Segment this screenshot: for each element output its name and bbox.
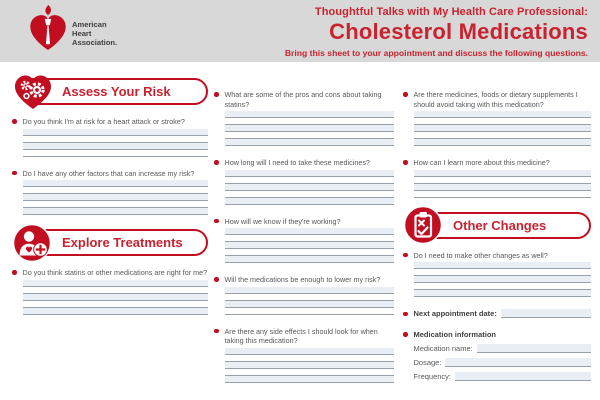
bullet-icon xyxy=(403,160,408,165)
bullet-icon xyxy=(12,171,17,176)
medication-info-header xyxy=(403,330,591,339)
ruled-line xyxy=(414,111,592,118)
medication-name-line xyxy=(477,344,591,353)
question-block xyxy=(214,90,394,109)
frequency-field xyxy=(414,372,592,381)
ruled-line xyxy=(225,235,395,242)
ruled-line xyxy=(23,301,209,308)
heart-gears-icon xyxy=(12,72,52,112)
ruled-line xyxy=(414,269,592,276)
answer-lines xyxy=(225,111,395,146)
answer-lines xyxy=(414,262,592,297)
ruled-line xyxy=(225,256,395,263)
bullet-icon xyxy=(214,329,219,334)
question-block xyxy=(403,251,591,261)
ruled-line xyxy=(225,184,395,191)
column-middle xyxy=(214,78,394,383)
ruled-line xyxy=(23,294,209,301)
ruled-line xyxy=(225,170,395,177)
question-block xyxy=(12,117,208,127)
answer-lines xyxy=(225,348,395,383)
bullet-icon xyxy=(214,92,219,97)
bullet-icon xyxy=(403,332,408,337)
person-plus-icon xyxy=(12,223,52,263)
question-text: How long will I need to take these medicines? xyxy=(224,158,370,167)
ruled-line xyxy=(23,136,209,143)
ruled-line xyxy=(225,177,395,184)
ruled-line xyxy=(414,276,592,283)
answer-lines xyxy=(225,170,395,205)
answer-lines xyxy=(414,111,592,146)
ruled-line xyxy=(225,118,395,125)
ruled-line xyxy=(23,308,209,315)
answer-lines xyxy=(23,129,209,157)
question-text: Will the medications be enough to lower my risk? xyxy=(224,275,381,284)
section-title: Assess Your Risk xyxy=(62,84,171,99)
ruled-line xyxy=(23,129,209,136)
frequency-line xyxy=(455,372,591,381)
ruled-line xyxy=(225,249,395,256)
kicker: Thoughtful Talks with My Health Care Professional: xyxy=(314,6,588,18)
medication-info-label: Medication information xyxy=(413,330,496,339)
question-block xyxy=(12,268,208,278)
ruled-line xyxy=(23,201,209,208)
ruled-line xyxy=(414,177,592,184)
question-block xyxy=(214,275,394,285)
section-header-explore-treatments xyxy=(20,229,208,256)
clipboard-check-icon xyxy=(403,205,443,245)
ruled-line xyxy=(225,355,395,362)
ruled-line xyxy=(414,132,592,139)
section-header-other-changes xyxy=(411,212,591,239)
ruled-line xyxy=(225,242,395,249)
ruled-line xyxy=(225,191,395,198)
next-appointment-line xyxy=(501,309,591,318)
ruled-line xyxy=(414,191,592,198)
column-right xyxy=(403,78,591,381)
ruled-line xyxy=(23,187,209,194)
page-subtitle: Bring this sheet to your appointment and discuss the following questions. xyxy=(284,48,588,58)
bullet-icon xyxy=(403,312,408,317)
question-text: How will we know if they're working? xyxy=(224,216,341,226)
question-text: Do I have any other factors that can increase my risk? xyxy=(22,168,195,178)
section-title: Explore Treatments xyxy=(62,235,183,250)
ruled-line xyxy=(414,125,592,132)
page-title: Cholesterol Medications xyxy=(329,19,588,44)
ruled-line xyxy=(225,139,395,146)
bullet-icon xyxy=(12,270,17,275)
header-titles xyxy=(168,6,588,58)
ruled-line xyxy=(414,139,592,146)
next-appointment-field xyxy=(403,309,591,318)
ruled-line xyxy=(23,143,209,150)
ruled-line xyxy=(414,262,592,269)
ruled-line xyxy=(23,287,209,294)
ruled-line xyxy=(225,228,395,235)
dosage-line xyxy=(445,358,591,367)
bullet-icon xyxy=(214,160,219,165)
ruled-line xyxy=(23,180,209,187)
ruled-line xyxy=(414,170,592,177)
ruled-line xyxy=(225,111,395,118)
ruled-line xyxy=(414,283,592,290)
dosage-label: Dosage: xyxy=(413,358,442,367)
section-header-assess-your-risk xyxy=(20,78,208,105)
aha-logo-text: American Heart Association. xyxy=(72,20,118,47)
ruled-line xyxy=(23,280,209,287)
question-block xyxy=(12,169,208,179)
question-block xyxy=(214,217,394,227)
ruled-line xyxy=(23,194,209,201)
answer-lines xyxy=(225,228,395,263)
ruled-line xyxy=(225,308,395,315)
medication-name-field xyxy=(414,344,592,353)
ruled-line xyxy=(225,348,395,355)
question-text: Are there any side effects I should look for when taking this medication? xyxy=(224,326,378,345)
medication-name-label: Medication name: xyxy=(413,344,473,353)
header xyxy=(0,0,600,62)
question-text: How can I learn more about this medicine? xyxy=(413,158,550,167)
answer-lines xyxy=(414,170,592,198)
question-text: What are some of the pros and cons about taking statins? xyxy=(224,90,382,109)
ruled-line xyxy=(225,369,395,376)
question-text: Do you think I'm at risk for a heart attack or stroke? xyxy=(22,117,185,126)
bullet-icon xyxy=(403,253,408,258)
bullet-icon xyxy=(12,119,17,124)
ruled-line xyxy=(225,301,395,308)
section-title: Other Changes xyxy=(453,217,547,233)
ruled-line xyxy=(414,184,592,191)
frequency-label: Frequency: xyxy=(413,372,452,381)
question-text: Are there medicines, foods or dietary supplements I should avoid taking with this medication? xyxy=(413,90,578,109)
question-block xyxy=(214,158,394,168)
ruled-line xyxy=(225,198,395,205)
ruled-line xyxy=(225,287,395,294)
column-left xyxy=(12,72,208,315)
ruled-line xyxy=(225,362,395,369)
question-block xyxy=(214,327,394,346)
question-block xyxy=(403,158,591,168)
ruled-line xyxy=(225,376,395,383)
ruled-line xyxy=(23,208,209,215)
ruled-line xyxy=(225,294,395,301)
ruled-line xyxy=(23,150,209,157)
question-text: Do you think statins or other medications are right for me? xyxy=(22,268,208,277)
next-appointment-label: Next appointment date: xyxy=(413,309,497,318)
answer-lines xyxy=(225,287,395,315)
ruled-line xyxy=(414,290,592,297)
dosage-field xyxy=(414,358,592,367)
ruled-line xyxy=(225,132,395,139)
ruled-line xyxy=(414,118,592,125)
answer-lines xyxy=(23,280,209,315)
bullet-icon xyxy=(403,92,408,97)
ruled-line xyxy=(225,125,395,132)
bullet-icon xyxy=(214,277,219,282)
heart-torch-icon xyxy=(26,3,70,53)
question-text: Do I need to make other changes as well? xyxy=(413,250,548,260)
answer-lines xyxy=(23,180,209,215)
bullet-icon xyxy=(214,219,219,224)
question-block xyxy=(403,90,591,109)
